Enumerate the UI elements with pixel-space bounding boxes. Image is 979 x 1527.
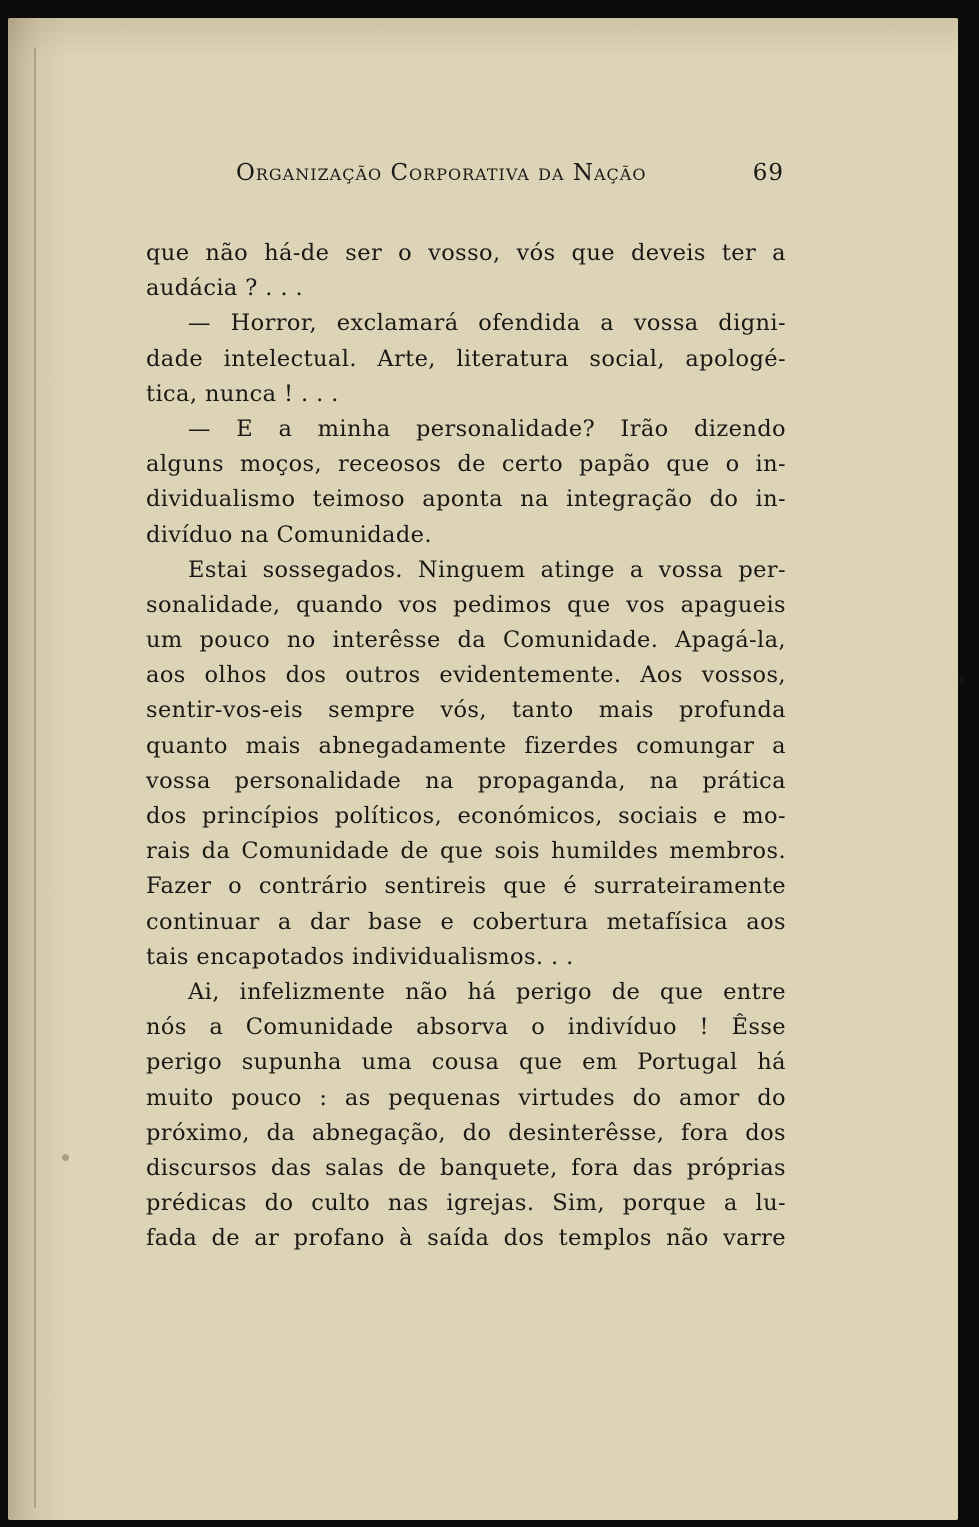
body-text [146,236,786,1256]
text-line: um pouco no interêsse da Comunidade. Apagá-la, [146,627,786,654]
text-line: — Horror, exclamará ofendida a vossa digni- [188,310,786,337]
text-line: muito pouco : as pequenas virtudes do amor do [146,1084,786,1111]
text-line: perigo supunha uma cousa que em Portugal há [146,1049,786,1076]
text-line: Estai sossegados. Ninguem atinge a vossa per- [188,556,786,583]
text-line: quanto mais abnegadamente fizerdes comungar a [146,732,786,759]
paper-speck [958,678,964,682]
page-gutter [34,48,36,1508]
text-line: Fazer o contrário sentireis que é surrateiramente [146,873,786,900]
text-line: discursos das salas de banquete, fora das próprias [146,1154,786,1181]
text-line: Ai, infelizmente não há perigo de que entre [188,978,786,1005]
text-line: divíduo na Comunidade. [146,521,432,548]
text-line: sentir-vos-eis sempre vós, tanto mais profunda [146,697,786,724]
text-line: continuar a dar base e cobertura metafísica aos [146,908,786,935]
text-line: sonalidade, quando vos pedimos que vos apagueis [146,591,786,618]
text-line: próximo, da abnegação, do desinterêsse, fora dos [146,1119,786,1146]
text-line: prédicas do culto nas igrejas. Sim, porque a lu- [146,1190,786,1217]
page-header [236,160,786,194]
text-line: dade intelectual. Arte, literatura social, apologé- [146,345,786,372]
paper-speck [62,1154,69,1161]
running-title: Organização Corporativa da Nação [236,160,647,186]
text-line: — E a minha personalidade? Irão dizendo [188,415,786,442]
page-number: 69 [752,160,784,186]
text-line: que não há-de ser o vosso, vós que deveis ter a [146,240,786,266]
text-line: aos olhos dos outros evidentemente. Aos vossos, [146,662,786,689]
text-line: nós a Comunidade absorva o indivíduo ! Êsse [146,1014,786,1041]
text-line: fada de ar profano à saída dos templos não varre [146,1225,786,1252]
text-line: dos princípios políticos, económicos, sociais e mo- [146,803,786,829]
text-line: tais encapotados individualismos. . . [146,943,574,970]
text-line: rais da Comunidade de que sois humildes membros. [146,838,786,865]
text-line: tica, nunca ! . . . [146,380,339,407]
text-line: dividualismo teimoso aponta na integração do in- [146,486,786,513]
text-line: audácia ? . . . [146,275,304,302]
text-line: vossa personalidade na propaganda, na prática [146,767,786,794]
text-line: alguns moços, receosos de certo papão que o in- [146,451,786,478]
